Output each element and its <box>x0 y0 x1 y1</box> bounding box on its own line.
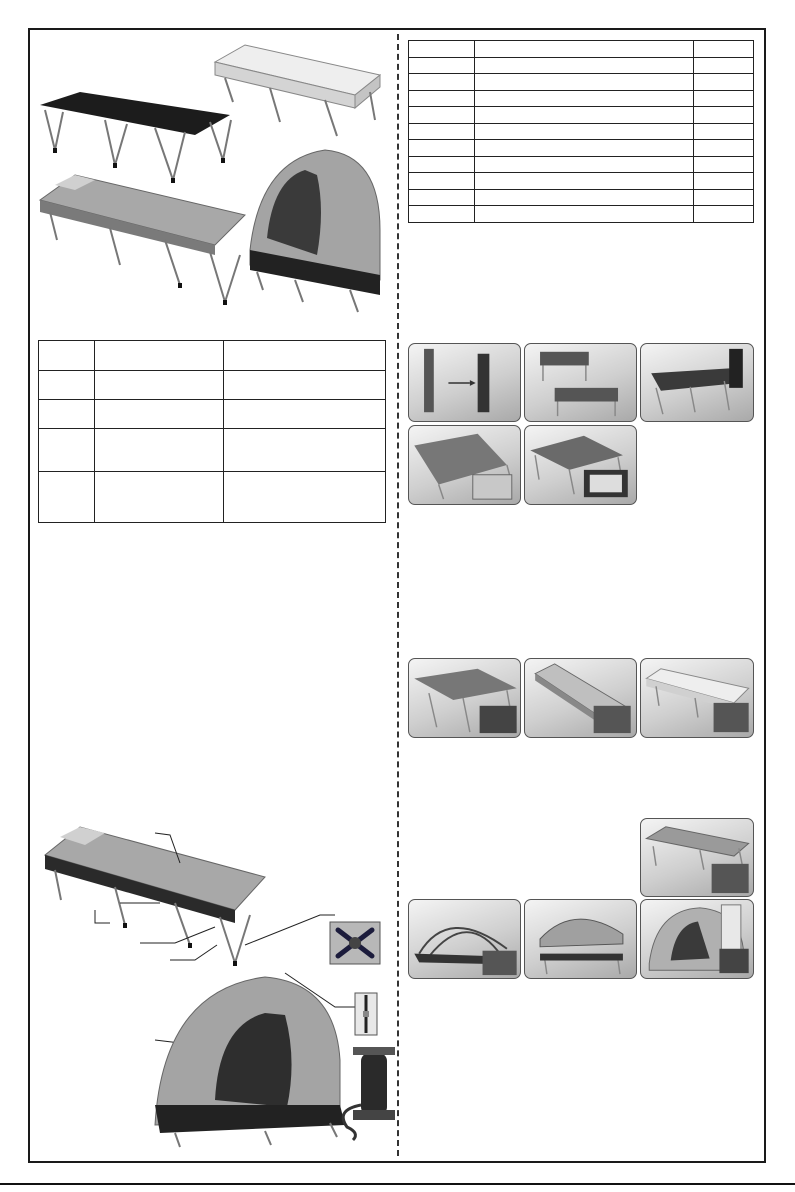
mattress-step-photo-3 <box>640 658 754 738</box>
table-row <box>409 156 754 173</box>
hand-pump-icon <box>343 1047 395 1140</box>
mattress-step-photo-2 <box>524 658 637 738</box>
cot-tent-icon <box>250 150 380 312</box>
table-row <box>409 173 754 190</box>
product-overview-illustration <box>35 40 385 320</box>
table-row <box>409 189 754 206</box>
tent-step-photo-1 <box>640 818 754 897</box>
table-row <box>39 400 386 429</box>
frame-step-photo-5 <box>524 425 637 505</box>
table-row <box>39 371 386 400</box>
table-row <box>39 472 386 523</box>
tent-step-photo-3 <box>524 899 637 979</box>
table-row <box>409 74 754 91</box>
table-row <box>39 341 386 371</box>
air-mattress-icon <box>215 45 380 136</box>
table-row <box>409 41 754 58</box>
table-row <box>409 90 754 107</box>
table-row <box>409 123 754 140</box>
parts-diagram <box>35 815 395 1155</box>
table-row <box>409 107 754 124</box>
frame-step-photo-3 <box>640 343 754 422</box>
table-row <box>409 140 754 157</box>
tent-hub-icon <box>330 922 380 964</box>
cot-icon <box>40 92 231 183</box>
product-configurations-table <box>38 340 386 523</box>
table-row <box>409 57 754 74</box>
table-row <box>409 206 754 223</box>
frame-step-photo-4 <box>408 425 521 505</box>
center-cut-line <box>397 34 399 1156</box>
tent-step-photo-2 <box>408 899 521 979</box>
sleeping-bag-cot-icon <box>40 175 245 305</box>
tent-step-photo-4 <box>640 899 754 979</box>
bottom-rule <box>0 1183 795 1185</box>
table-row <box>39 429 386 472</box>
tent-pole-icon <box>355 993 377 1035</box>
frame-step-photo-2 <box>524 343 637 422</box>
parts-list-table <box>408 40 754 223</box>
mattress-step-photo-1 <box>408 658 521 738</box>
frame-step-photo-1 <box>408 343 521 422</box>
